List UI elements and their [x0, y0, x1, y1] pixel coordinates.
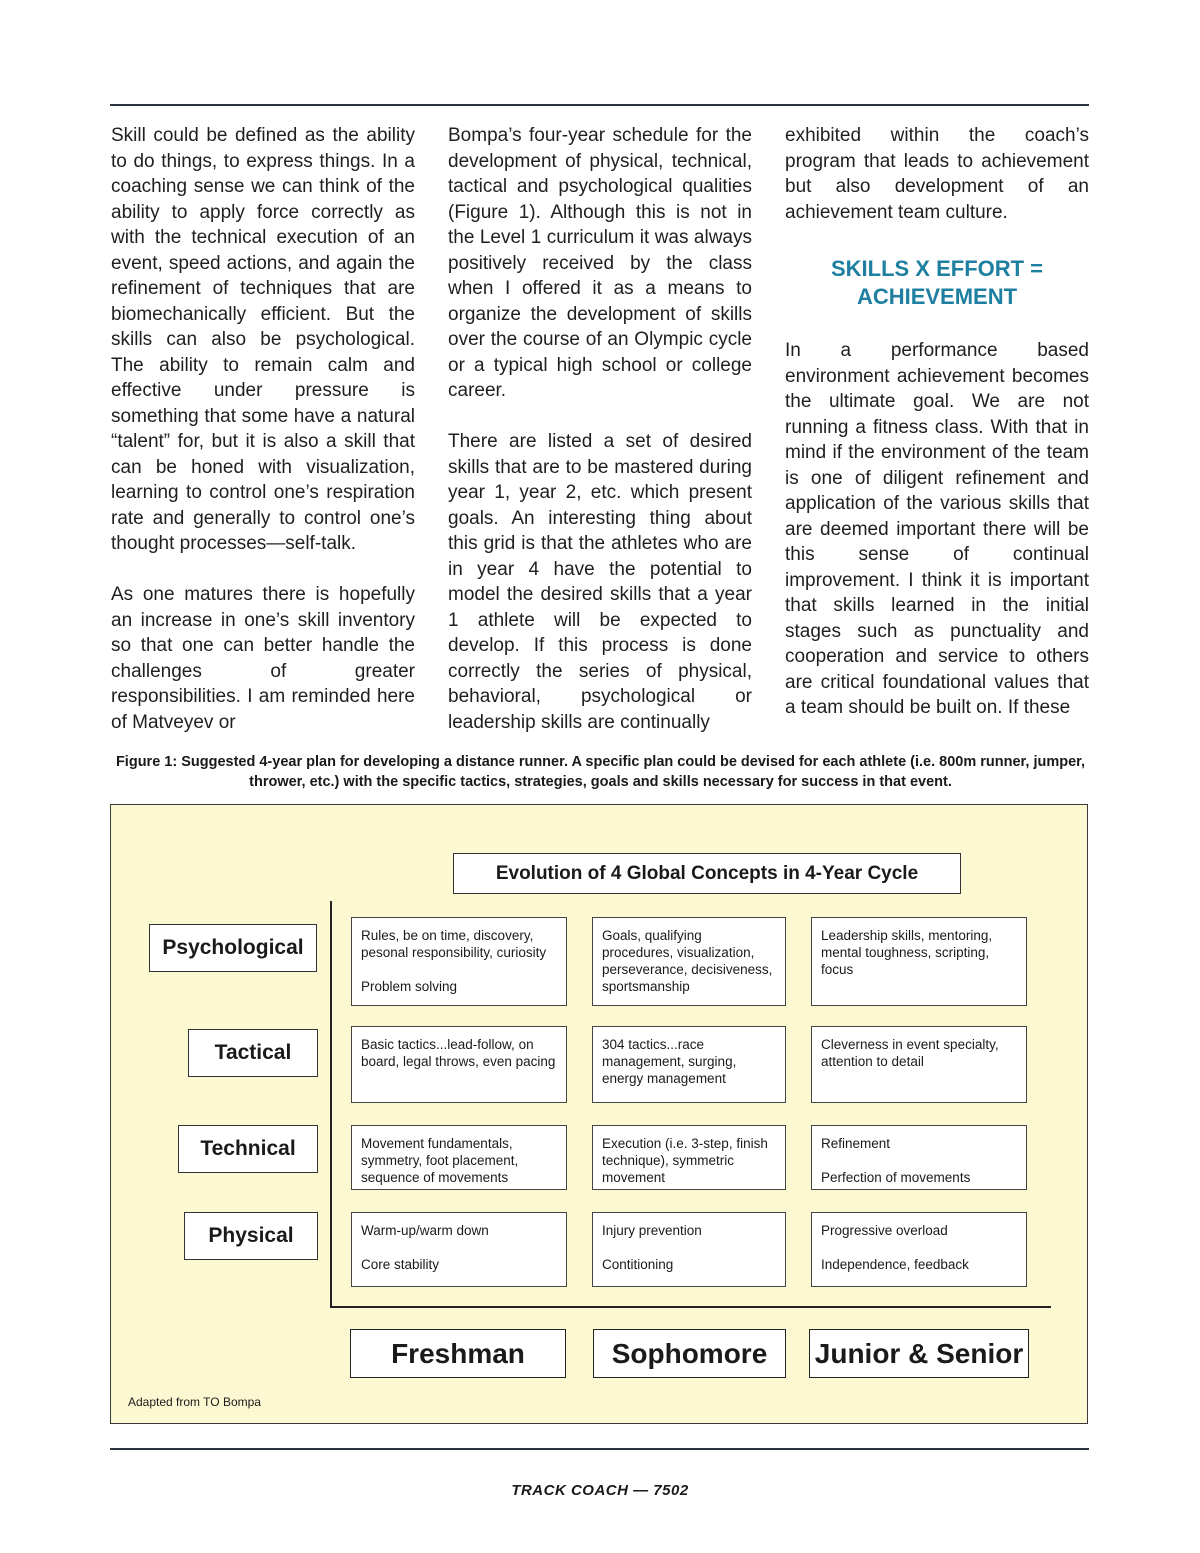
- top-rule: [110, 104, 1089, 106]
- column-label-sophomore: Sophomore: [593, 1329, 786, 1378]
- cell-text: Rules, be on time, discovery, pesonal responsibility, curiosity: [361, 928, 547, 960]
- grid-cell: [351, 1125, 567, 1190]
- column-label-freshman: Freshman: [350, 1329, 566, 1378]
- cell-text: Leadership skills, mentoring, mental toughness, scripting, focus: [821, 928, 993, 977]
- cell-text: Basic tactics...lead-follow, on board, legal throws, even pacing: [361, 1037, 556, 1069]
- cell-text: 304 tactics...race management, surging, energy management: [602, 1037, 737, 1086]
- cell-text: Contitioning: [602, 1257, 674, 1272]
- horizontal-axis: [330, 1306, 1051, 1308]
- paragraph: As one matures there is hopefully an increase in one’s skill inventory so that one can better handle the challenges of greater responsibilities. I am reminded here of Matveyev or: [111, 584, 415, 733]
- cell-text: Refinement: [821, 1136, 891, 1151]
- bottom-rule: [110, 1448, 1089, 1450]
- grid-cell: [592, 917, 786, 1006]
- figure-panel: [110, 804, 1088, 1424]
- grid-cell: [592, 1212, 786, 1287]
- cell-text: Problem solving: [361, 979, 458, 994]
- vertical-axis: [330, 901, 332, 1308]
- article-column-3: [785, 123, 1089, 721]
- cell-text: Warm-up/warm down: [361, 1223, 489, 1238]
- grid-cell: [351, 917, 567, 1006]
- cell-text: Injury prevention: [602, 1223, 702, 1238]
- figure-caption: Figure 1: Suggested 4-year plan for developing a distance runner. A specific plan could be devised for each athlete (i.e. 800m runner, jumper, thrower, etc.) with the specific tactics, strategies, goals and skills necessary for success in that event.: [115, 754, 1086, 790]
- paragraph: exhibited within the coach’s program that leads to achievement but also development of an achievement team culture.: [785, 125, 1089, 223]
- grid-cell: [351, 1212, 567, 1287]
- row-label-psychological: Psychological: [149, 924, 317, 972]
- cell-text: Independence, feedback: [821, 1257, 969, 1272]
- row-label-tactical: Tactical: [188, 1029, 318, 1077]
- page-footer: TRACK COACH — 7502: [511, 1482, 689, 1499]
- grid-cell: [592, 1125, 786, 1190]
- cell-text: Execution (i.e. 3-step, finish technique), symmetric movement: [602, 1136, 768, 1185]
- paragraph: Bompa’s four-year schedule for the development of physical, technical, tactical and psychological qualities (Figure 1). Although this is not in the Level 1 curriculum it was always positively received by the class when I offered it as a means to organize the development of skills over the course of an Olympic cycle or a typical high school or college career.: [448, 125, 752, 401]
- cell-text: Core stability: [361, 1257, 440, 1272]
- cell-text: Perfection of movements: [821, 1170, 971, 1185]
- row-label-physical: Physical: [184, 1212, 318, 1260]
- row-label-technical: Technical: [178, 1125, 318, 1173]
- section-heading: SKILLS X EFFORT = ACHIEVEMENT: [830, 256, 1044, 309]
- grid-cell: [811, 917, 1027, 1006]
- cell-text: Cleverness in event specialty, attention to detail: [821, 1037, 999, 1069]
- figure-credit: Adapted from TO Bompa: [128, 1395, 261, 1409]
- grid-cell: [811, 1125, 1027, 1190]
- figure-title: Evolution of 4 Global Concepts in 4-Year Cycle: [453, 853, 961, 894]
- cell-text: Goals, qualifying procedures, visualization, perseverance, decisiveness, sportsmanship: [602, 928, 773, 994]
- grid-cell: [592, 1026, 786, 1103]
- column-label-junior-senior: Junior & Senior: [809, 1329, 1029, 1378]
- article-column-2: [448, 123, 752, 735]
- grid-cell: [811, 1212, 1027, 1287]
- grid-cell: [811, 1026, 1027, 1103]
- article-column-1: [111, 123, 415, 735]
- paragraph: In a performance based environment achievement becomes the ultimate goal. We are not running a fitness class. With that in mind if the environment of the team is one of diligent refinement and application of the various skills that are deemed important there will be this sense of continual improvement. I think it is important that skills learned in the initial stages such as punctuality and cooperation and service to others are critical foundational values that a team should be built on. If these: [785, 340, 1089, 718]
- cell-text: Movement fundamentals, symmetry, foot placement, sequence of movements: [361, 1136, 519, 1185]
- paragraph: Skill could be defined as the ability to do things, to express things. In a coaching sense we can think of the ability to apply force correctly as with the technical execution of an event, speed actions, and again the refinement of techniques that are biomechanically efficient. But the skills can also be psychological. The ability to remain calm and effective under pressure is something that some have a natural “talent” for, but it is also a skill that can be honed with visualization, learning to control one’s respiration rate and generally to control one’s thought processes—self-talk.: [111, 125, 415, 554]
- grid-cell: [351, 1026, 567, 1103]
- cell-text: Progressive overload: [821, 1223, 948, 1238]
- paragraph: There are listed a set of desired skills that are to be mastered during year 1, year 2, etc. which present goals. An interesting thing about this grid is that the athletes who are in year 4 have the potential to model the desired skills that a year 1 athlete will be expected to develop. If this process is done correctly the series of physical, behavioral, psychological or leadership skills are continually: [448, 431, 752, 733]
